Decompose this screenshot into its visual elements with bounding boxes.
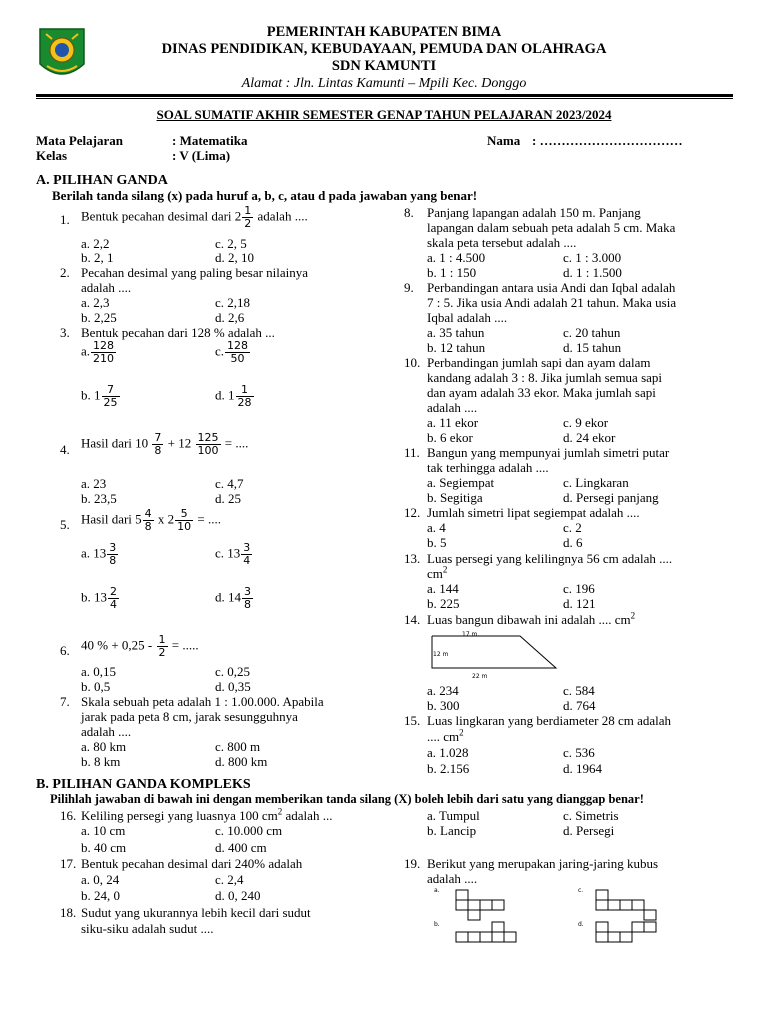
q1-option-c[interactable]: c. 2, 5 bbox=[215, 236, 247, 251]
q6-f-num: 1 bbox=[158, 633, 166, 646]
q14-option-b[interactable]: b. 300 bbox=[427, 698, 460, 713]
q5-option-a[interactable] bbox=[81, 542, 119, 567]
q4-option-d[interactable]: d. 25 bbox=[215, 491, 241, 506]
q19-number: 19. bbox=[404, 856, 421, 871]
q3-d-den: 28 bbox=[237, 396, 252, 409]
cube-nets-figure bbox=[428, 884, 728, 946]
name-field[interactable]: : …………………………… bbox=[532, 133, 683, 148]
class-value: : V (Lima) bbox=[172, 148, 231, 163]
q5-fraction-2 bbox=[175, 508, 193, 533]
q5-stem-1: Hasil dari 5 bbox=[81, 511, 142, 527]
q10-option-d[interactable]: d. 24 ekor bbox=[563, 430, 616, 445]
q11-line1: Bangun yang mempunyai jumlah simetri putar bbox=[427, 445, 670, 460]
q7-option-a[interactable]: a. 80 km bbox=[81, 739, 127, 754]
q8-option-d[interactable]: d. 1 : 1.500 bbox=[563, 265, 622, 280]
q1-option-a[interactable]: a. 2,2 bbox=[81, 236, 110, 251]
header-address: Alamat : Jln. Lintas Kamunti – Mpili Kec. Donggo bbox=[241, 76, 527, 91]
q6-option-a[interactable]: a. 0,15 bbox=[81, 664, 117, 679]
q14-line1 bbox=[427, 612, 635, 627]
q3-a-label: a. bbox=[81, 343, 91, 359]
q15-number: 15. bbox=[404, 713, 421, 728]
q5-f2-den: 10 bbox=[177, 520, 192, 533]
q2-option-c[interactable]: c. 2,18 bbox=[215, 295, 251, 310]
q10-line3: dan ayam adalah 33 ekor. Maka jumlah sapi bbox=[427, 385, 656, 400]
q7-number: 7. bbox=[60, 694, 70, 709]
cube-net-option-a[interactable] bbox=[434, 887, 504, 920]
q3-c-fraction bbox=[225, 340, 250, 365]
q16-unit-exponent: 2 bbox=[277, 806, 283, 817]
q4-stem-3: = .... bbox=[224, 435, 249, 451]
q1-frac-den: 2 bbox=[244, 217, 252, 230]
q5-d-den: 8 bbox=[244, 598, 251, 611]
q7-line1: Skala sebuah peta adalah 1 : 1.00.000. Apabila bbox=[81, 694, 324, 709]
q2-number: 2. bbox=[60, 265, 70, 280]
q5-stem-3: = .... bbox=[197, 511, 221, 527]
q4-stem-1: Hasil dari 10 bbox=[81, 435, 149, 451]
q5-f1-num: 4 bbox=[144, 507, 152, 520]
q12-option-d[interactable]: d. 6 bbox=[563, 535, 583, 550]
q16-option-b[interactable]: b. 40 cm bbox=[81, 840, 127, 855]
q1-text bbox=[81, 205, 308, 230]
q15-option-b[interactable]: b. 2.156 bbox=[427, 761, 470, 776]
q9-option-c[interactable]: c. 20 tahun bbox=[563, 325, 621, 340]
section-a-instruction: Berilah tanda silang (x) pada huruf a, b, c, atau d pada jawaban yang benar! bbox=[52, 188, 478, 203]
q19-line1: Berikut yang merupakan jaring-jaring kubus bbox=[427, 856, 659, 871]
q16-stem: Keliling persegi yang luasnya 100 cm bbox=[81, 808, 278, 823]
q17-option-c[interactable]: c. 2,4 bbox=[215, 872, 244, 887]
q8-option-b[interactable]: b. 1 : 150 bbox=[427, 265, 477, 280]
q12-line1: Jumlah simetri lipat segiempat adalah .... bbox=[427, 505, 640, 520]
q6-stem-2: = ..... bbox=[171, 637, 199, 653]
q5-option-d[interactable] bbox=[215, 586, 254, 611]
q5-d-num: 3 bbox=[244, 585, 251, 598]
cube-net-option-c[interactable] bbox=[578, 887, 656, 920]
q4-f2-den: 100 bbox=[197, 444, 219, 457]
q2-option-a[interactable]: a. 2,3 bbox=[81, 295, 110, 310]
q13-option-d[interactable]: d. 121 bbox=[563, 596, 596, 611]
q17-option-b[interactable]: b. 24, 0 bbox=[81, 888, 120, 903]
net-b-label: b. bbox=[434, 921, 440, 928]
q16-line1 bbox=[81, 808, 332, 823]
section-a-title: A. PILIHAN GANDA bbox=[36, 173, 168, 188]
q3-d-fraction bbox=[236, 384, 254, 409]
q13-option-a[interactable]: a. 144 bbox=[427, 581, 459, 596]
header-department: DINAS PENDIDIKAN, KEBUDAYAAN, PEMUDA DAN OLAHRAGA bbox=[161, 41, 607, 57]
q13-number: 13. bbox=[404, 551, 421, 566]
q5-c-fraction bbox=[241, 542, 252, 567]
subject-label: Mata Pelajaran bbox=[36, 133, 124, 148]
q11-number: 11. bbox=[404, 445, 420, 460]
q9-option-b[interactable]: b. 12 tahun bbox=[427, 340, 486, 355]
q10-number: 10. bbox=[404, 355, 421, 370]
q14-unit-exponent: 2 bbox=[630, 610, 636, 621]
q5-option-c[interactable] bbox=[215, 542, 253, 567]
q15-line2 bbox=[427, 729, 464, 744]
q5-b-num: 2 bbox=[110, 585, 117, 598]
header-government: PEMERINTAH KABUPATEN BIMA bbox=[266, 24, 502, 40]
q11-line2: tak terhingga adalah .... bbox=[427, 460, 549, 475]
q12-option-c[interactable]: c. 2 bbox=[563, 520, 582, 535]
q14-stem: Luas bangun dibawah ini adalah .... cm bbox=[427, 612, 631, 627]
q4-f2-num: 125 bbox=[197, 431, 219, 444]
q4-f1-den: 8 bbox=[154, 444, 162, 457]
q5-b-den: 4 bbox=[110, 598, 117, 611]
q10-option-c[interactable]: c. 9 ekor bbox=[563, 415, 609, 430]
q5-d-fraction bbox=[242, 586, 253, 611]
section-b-instruction: Pilihlah jawaban di bawah ini dengan memberikan tanda silang (X) boleh lebih dari satu yang dianggap benar! bbox=[50, 792, 644, 806]
q18-option-b[interactable]: b. Lancip bbox=[427, 823, 477, 838]
q12-option-b[interactable]: b. 5 bbox=[427, 535, 447, 550]
q13-line1: Luas persegi yang kelilingnya 56 cm adalah .... bbox=[427, 551, 673, 566]
class-label: Kelas bbox=[36, 148, 68, 163]
trapezoid-left-label: 12 m bbox=[433, 651, 449, 658]
q15-unit-exponent: 2 bbox=[459, 727, 464, 738]
q16-option-a[interactable]: a. 10 cm bbox=[81, 823, 126, 838]
q3-c-num: 128 bbox=[227, 339, 249, 352]
q3-a-den: 210 bbox=[93, 352, 115, 365]
q4-f1-num: 7 bbox=[154, 431, 162, 444]
q11-option-b[interactable]: b. Segitiga bbox=[427, 490, 483, 505]
q7-line3: adalah .... bbox=[81, 724, 132, 739]
q5-a-num: 3 bbox=[109, 541, 117, 554]
name-label: Nama bbox=[487, 133, 521, 148]
q4-fraction-1 bbox=[152, 432, 163, 457]
q9-line1: Perbandingan antara usia Andi dan Iqbal adalah bbox=[427, 280, 676, 295]
q1-fraction bbox=[242, 205, 253, 230]
q10-line1: Perbandingan jumlah sapi dan ayam dalam bbox=[427, 355, 651, 370]
q6-option-c[interactable]: c. 0,25 bbox=[215, 664, 251, 679]
q5-stem-2: x 2 bbox=[157, 511, 175, 527]
q18-option-c[interactable]: c. Simetris bbox=[563, 808, 619, 823]
q5-option-b[interactable] bbox=[81, 586, 120, 611]
q3-b-fraction bbox=[102, 384, 120, 409]
header-divider-thin bbox=[36, 98, 733, 99]
q5-f2-num: 5 bbox=[175, 508, 193, 521]
q5-a-label: a. 13 bbox=[81, 545, 107, 561]
q13-line2 bbox=[427, 566, 447, 581]
q9-option-a[interactable]: a. 35 tahun bbox=[427, 325, 485, 340]
q6-f-den: 2 bbox=[158, 646, 166, 659]
q16-number: 16. bbox=[60, 808, 77, 823]
q3-c-label: c. bbox=[215, 343, 225, 359]
q15-line1: Luas lingkaran yang berdiameter 28 cm adalah bbox=[427, 713, 672, 728]
q17-option-a[interactable]: a. 0, 24 bbox=[81, 872, 120, 887]
q1-frac-num: 1 bbox=[244, 204, 252, 217]
q5-c-label: c. 13 bbox=[215, 545, 241, 561]
q1-stem-end: adalah .... bbox=[254, 208, 308, 224]
header-divider-thick bbox=[36, 94, 733, 97]
q4-option-c[interactable]: c. 4,7 bbox=[215, 476, 244, 491]
q3-option-c[interactable] bbox=[215, 340, 251, 365]
q14-option-c[interactable]: c. 584 bbox=[563, 683, 595, 698]
q18-option-d[interactable]: d. Persegi bbox=[563, 823, 615, 838]
q3-option-a[interactable] bbox=[81, 340, 117, 365]
q3-c-den: 50 bbox=[230, 352, 245, 365]
q2-line2: adalah .... bbox=[81, 280, 132, 295]
q5-a-fraction bbox=[107, 542, 118, 567]
q16-stem-end: adalah ... bbox=[282, 808, 333, 823]
q5-b-label: b. 13 bbox=[81, 589, 107, 605]
q18-line2: siku-siku adalah sudut .... bbox=[81, 921, 214, 936]
subject-value: : Matematika bbox=[172, 133, 248, 148]
q11-option-a[interactable]: a. Segiempat bbox=[427, 475, 495, 490]
q18-option-a[interactable]: a. Tumpul bbox=[427, 808, 480, 823]
q8-line2: lapangan dalam sebuah peta adalah 5 cm. Maka bbox=[427, 220, 676, 235]
q12-number: 12. bbox=[404, 505, 421, 520]
q11-option-d[interactable]: d. Persegi panjang bbox=[563, 490, 659, 505]
cube-net-option-b[interactable] bbox=[434, 921, 516, 942]
q18-line1: Sudut yang ukurannya lebih kecil dari sudut bbox=[81, 905, 311, 920]
q5-b-fraction bbox=[108, 586, 119, 611]
q3-b-num: 7 bbox=[102, 384, 120, 397]
q1-option-d[interactable]: d. 2, 10 bbox=[215, 250, 254, 265]
q3-option-d[interactable] bbox=[215, 384, 255, 409]
q13-option-c[interactable]: c. 196 bbox=[563, 581, 595, 596]
q6-text bbox=[81, 634, 199, 659]
q4-text bbox=[81, 432, 248, 457]
q7-line2: jarak pada peta 8 cm, jarak sesungguhnya bbox=[81, 709, 298, 724]
q14-number: 14. bbox=[404, 612, 421, 627]
trapezoid-bottom-label: 22 m bbox=[472, 673, 488, 680]
q9-line2: 7 : 5. Jika usia Andi adalah 21 tahun. Maka usia bbox=[427, 295, 677, 310]
q4-fraction-2 bbox=[196, 432, 221, 457]
q10-option-a[interactable]: a. 11 ekor bbox=[427, 415, 479, 430]
q6-option-b[interactable]: b. 0,5 bbox=[81, 679, 111, 694]
q8-line1: Panjang lapangan adalah 150 m. Panjang bbox=[427, 205, 641, 220]
q3-b-label: b. 1 bbox=[81, 387, 101, 403]
q10-line2: kandang adalah 3 : 8. Jika jumlah semua sapi bbox=[427, 370, 663, 385]
q8-number: 8. bbox=[404, 205, 414, 220]
cube-net-option-d[interactable] bbox=[578, 921, 656, 942]
q6-stem-1: 40 % + 0,25 - bbox=[81, 637, 153, 653]
q5-f1-den: 8 bbox=[144, 520, 152, 533]
q5-number: 5. bbox=[60, 517, 70, 532]
q2-option-d[interactable]: d. 2,6 bbox=[215, 310, 245, 325]
q7-option-c[interactable]: c. 800 m bbox=[215, 739, 261, 754]
q16-option-c[interactable]: c. 10.000 cm bbox=[215, 823, 283, 838]
q5-c-num: 3 bbox=[243, 541, 251, 554]
exam-title: SOAL SUMATIF AKHIR SEMESTER GENAP TAHUN PELAJARAN 2023/2024 bbox=[156, 107, 612, 122]
q4-option-b[interactable]: b. 23,5 bbox=[81, 491, 117, 506]
q1-number: 1. bbox=[60, 212, 70, 227]
q17-number: 17. bbox=[60, 856, 77, 871]
q15-option-c[interactable]: c. 536 bbox=[563, 745, 595, 760]
trapezoid-figure bbox=[428, 630, 564, 682]
q2-option-b[interactable]: b. 2,25 bbox=[81, 310, 117, 325]
q9-number: 9. bbox=[404, 280, 414, 295]
q6-number: 6. bbox=[60, 643, 70, 658]
q3-d-num: 1 bbox=[236, 384, 254, 397]
q7-option-d[interactable]: d. 800 km bbox=[215, 754, 268, 769]
q10-line4: adalah .... bbox=[427, 400, 478, 415]
q2-line1: Pecahan desimal yang paling besar nilainya bbox=[81, 265, 309, 280]
q1-stem: Bentuk pecahan desimal dari 2 bbox=[81, 208, 242, 224]
q13-unit-exponent: 2 bbox=[442, 564, 448, 575]
q8-option-a[interactable]: a. 1 : 4.500 bbox=[427, 250, 486, 265]
q15-option-a[interactable]: a. 1.028 bbox=[427, 745, 469, 760]
q10-option-b[interactable]: b. 6 ekor bbox=[427, 430, 473, 445]
q17-line1: Bentuk pecahan desimal dari 240% adalah bbox=[81, 856, 303, 871]
q3-a-num: 128 bbox=[93, 339, 115, 352]
net-d-label: d. bbox=[578, 921, 584, 928]
q5-text bbox=[81, 508, 221, 533]
header-school: SDN KAMUNTI bbox=[331, 58, 437, 74]
q15-unit: .... cm bbox=[427, 729, 460, 744]
q9-option-d[interactable]: d. 15 tahun bbox=[563, 340, 622, 355]
q18-number: 18. bbox=[60, 905, 77, 920]
q5-d-label: d. 14 bbox=[215, 589, 241, 605]
q5-a-den: 8 bbox=[109, 554, 117, 567]
section-b-title: B. PILIHAN GANDA KOMPLEKS bbox=[36, 777, 251, 792]
q14-option-a[interactable]: a. 234 bbox=[427, 683, 459, 698]
q19-line2: adalah .... bbox=[427, 871, 478, 886]
q4-stem-2: + 12 bbox=[167, 435, 192, 451]
q5-fraction-1 bbox=[143, 508, 154, 533]
q5-c-den: 4 bbox=[243, 554, 251, 567]
q6-fraction bbox=[157, 634, 168, 659]
q3-d-label: d. 1 bbox=[215, 387, 235, 403]
q16-option-d[interactable]: d. 400 cm bbox=[215, 840, 267, 855]
q17-option-d[interactable]: d. 0, 240 bbox=[215, 888, 261, 903]
q11-option-c[interactable]: c. Lingkaran bbox=[563, 475, 629, 490]
q14-option-d[interactable]: d. 764 bbox=[563, 698, 596, 713]
q3-option-b[interactable] bbox=[81, 384, 121, 409]
trapezoid-top-label: 17 m bbox=[462, 631, 478, 638]
net-c-label: c. bbox=[578, 887, 584, 894]
q3-a-fraction bbox=[91, 340, 116, 365]
q3-number: 3. bbox=[60, 325, 70, 340]
q4-option-a[interactable]: a. 23 bbox=[81, 476, 107, 491]
q8-line3: skala peta tersebut adalah .... bbox=[427, 235, 577, 250]
q1-option-b[interactable]: b. 2, 1 bbox=[81, 250, 114, 265]
q13-unit: cm bbox=[427, 566, 443, 581]
net-a-label: a. bbox=[434, 887, 440, 894]
q3-text: Bentuk pecahan dari 128 % adalah ... bbox=[81, 325, 275, 340]
q8-option-c[interactable]: c. 1 : 3.000 bbox=[563, 250, 622, 265]
q12-option-a[interactable]: a. 4 bbox=[427, 520, 446, 535]
q9-line3: Iqbal adalah .... bbox=[427, 310, 508, 325]
q3-b-den: 25 bbox=[103, 396, 118, 409]
q4-number: 4. bbox=[60, 442, 70, 457]
q7-option-b[interactable]: b. 8 km bbox=[81, 754, 121, 769]
q15-option-d[interactable]: d. 1964 bbox=[563, 761, 602, 776]
q6-option-d[interactable]: d. 0,35 bbox=[215, 679, 251, 694]
q13-option-b[interactable]: b. 225 bbox=[427, 596, 460, 611]
